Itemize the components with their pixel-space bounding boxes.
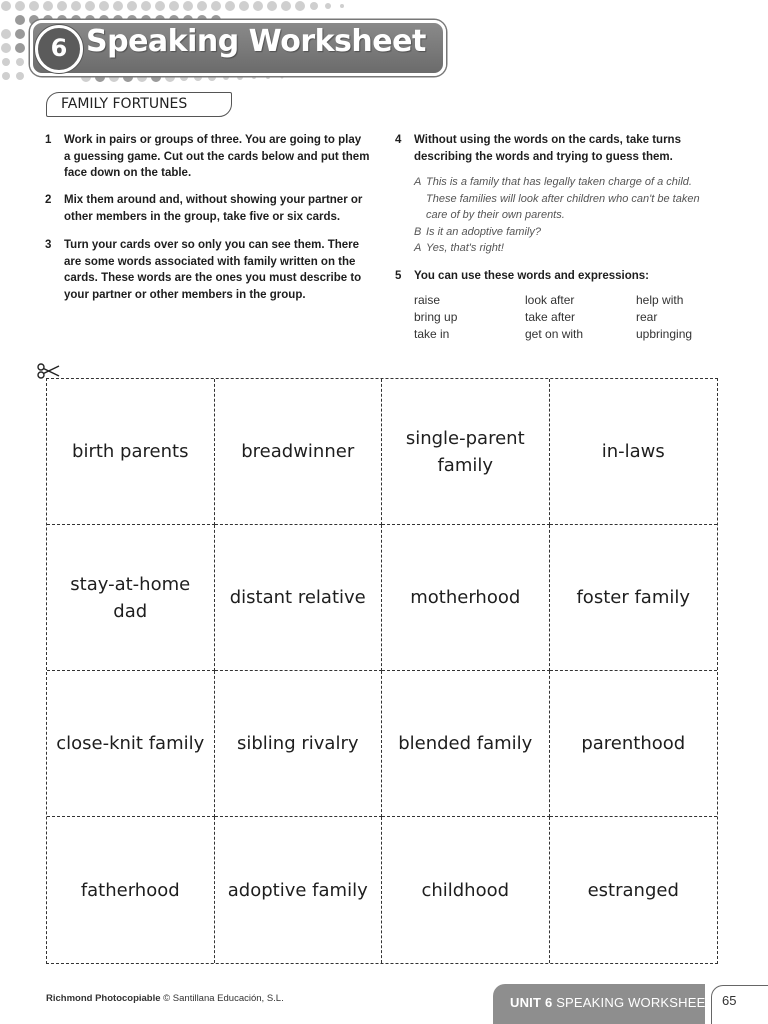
expression-list (414, 292, 724, 343)
word-card[interactable]: adoptive family (215, 817, 383, 963)
word-card[interactable]: single-parent family (382, 379, 550, 525)
instruction-5 (395, 268, 724, 285)
instruction-number: 5 (395, 270, 402, 282)
instruction-text: Turn your cards over so only you can see them. There are some words associated with family written on the cards. These words are the ones you must describe to your partner or other members in the group. (64, 239, 362, 301)
dialogue-line (414, 224, 724, 241)
instruction-number: 2 (45, 194, 52, 206)
dialogue-speaker: A (414, 176, 422, 188)
section-title: FAMILY FORTUNES (46, 92, 232, 117)
dialogue-speaker: A (414, 242, 422, 254)
expression-item: rear (636, 310, 658, 324)
expression-item: help with (636, 293, 684, 307)
expression-item: bring up (414, 310, 458, 324)
dialogue-text: Yes, that's right! (426, 242, 504, 254)
expression-item: take after (525, 310, 576, 324)
dialogue-speaker: B (414, 225, 422, 238)
dialogue-text: Is it an adoptive family? (426, 225, 541, 238)
page-number: 65 (722, 993, 737, 1008)
copyright-notice (46, 993, 284, 1004)
dialogue-line (414, 240, 724, 257)
page-title: Speaking Worksheet (86, 24, 426, 59)
word-card[interactable]: birth parents (47, 379, 215, 525)
word-card[interactable]: childhood (382, 817, 550, 963)
word-card[interactable]: close-knit family (47, 671, 215, 817)
instruction-text: Without using the words on the cards, take turns describing the words and trying to guess them. (414, 134, 681, 163)
expression-item: upbringing (636, 327, 693, 341)
instruction-2 (45, 192, 370, 225)
word-card[interactable]: fatherhood (47, 817, 215, 963)
dialogue-line (414, 174, 724, 224)
word-card[interactable]: sibling rivalry (215, 671, 383, 817)
instruction-text: Work in pairs or groups of three. You are going to play a guessing game. Cut out the cards below and put them face down on the table. (64, 134, 370, 179)
publisher-name: Richmond Photocopiable (46, 993, 161, 1004)
instruction-number: 3 (45, 239, 52, 251)
expression-item: take in (414, 327, 450, 341)
instruction-text: You can use these words and expressions: (414, 270, 649, 282)
word-card[interactable]: motherhood (382, 525, 550, 671)
page-number-box (711, 985, 768, 1024)
word-card[interactable]: stay-at-home dad (47, 525, 215, 671)
cut-out-cards-grid (46, 378, 718, 964)
instruction-number: 1 (45, 134, 52, 146)
word-card[interactable]: breadwinner (215, 379, 383, 525)
expression-item: raise (414, 293, 441, 307)
dialogue-text: This is a family that has legally taken charge of a child. These families will look after children who can't be taken care of by their own parents. (426, 176, 700, 221)
instruction-text: Mix them around and, without showing your partner or other members in the group, take five or six cards. (64, 194, 363, 223)
word-card[interactable]: in-laws (550, 379, 718, 525)
instruction-3 (45, 237, 370, 303)
word-card[interactable]: parenthood (550, 671, 718, 817)
instruction-4 (395, 132, 724, 165)
expression-item: look after (525, 293, 575, 307)
word-card[interactable]: distant relative (215, 525, 383, 671)
unit-number: 6 (50, 34, 68, 62)
expression-item: get on with (525, 327, 584, 341)
instruction-1 (45, 132, 370, 182)
word-card[interactable]: foster family (550, 525, 718, 671)
copyright-text: © Santillana Educación, S.L. (160, 993, 284, 1004)
instruction-number: 4 (395, 134, 402, 146)
section-label: SPEAKING WORKSHEET (556, 995, 714, 1010)
word-card[interactable]: blended family (382, 671, 550, 817)
example-dialogue (414, 174, 724, 257)
unit-label: UNIT 6 (510, 995, 553, 1010)
footer-unit-label (510, 995, 714, 1010)
word-card[interactable]: estranged (587, 879, 679, 901)
